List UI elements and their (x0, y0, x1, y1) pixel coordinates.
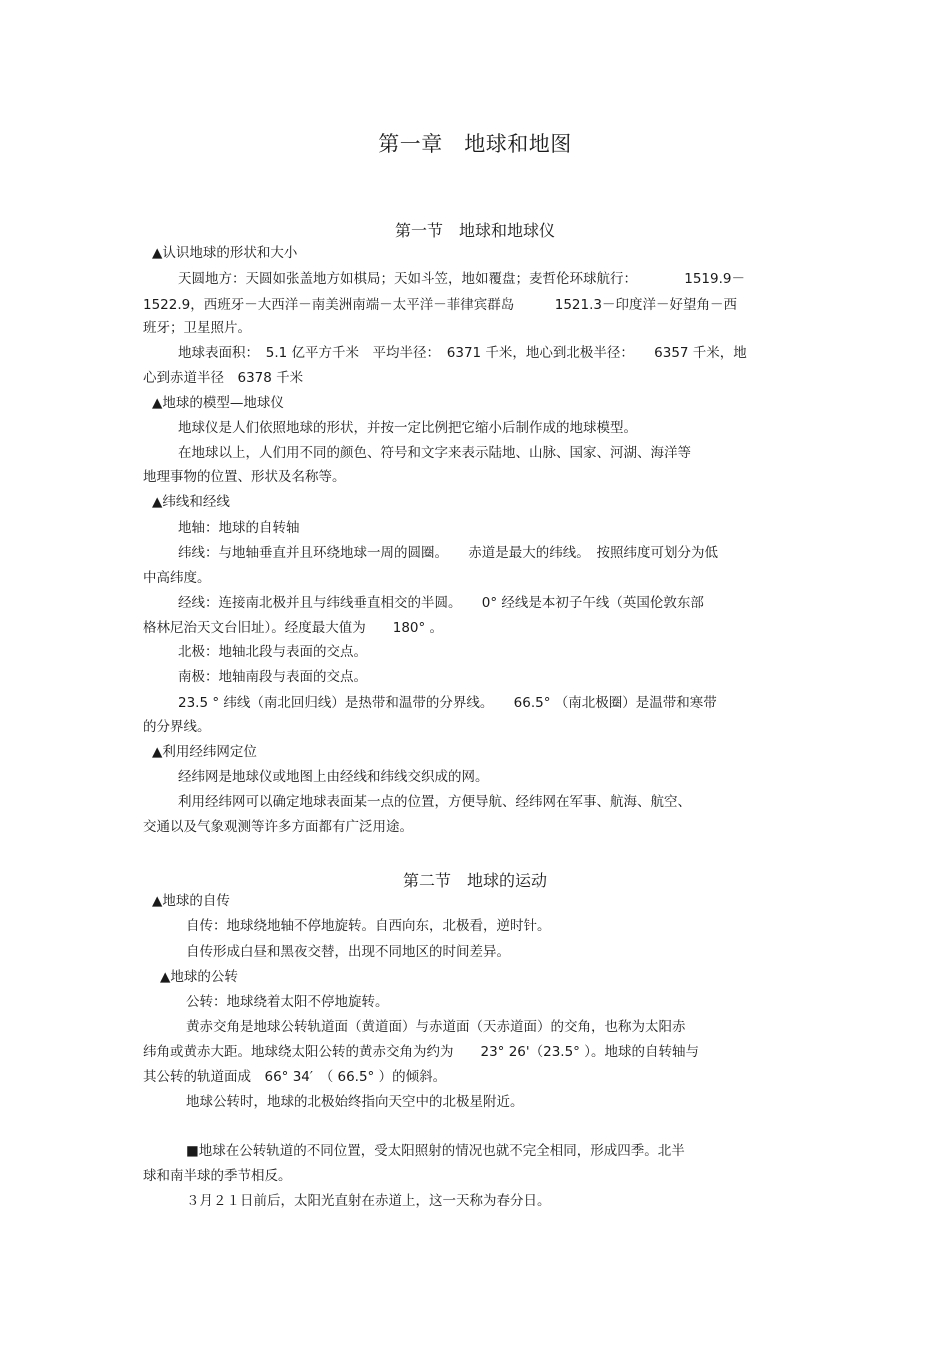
subsection-heading: ▲地球的模型—地球仪 (152, 395, 284, 411)
text-line: 公转：地球绕着太阳不停地旋转。 (186, 994, 389, 1010)
chapter-title: 第一章 地球和地图 (378, 132, 572, 156)
subsection-heading: ▲利用经纬网定位 (152, 744, 257, 760)
text-line: 地理事物的位置、形状及名称等。 (143, 469, 346, 485)
text-line: 北极：地轴北段与表面的交点。 (178, 644, 367, 660)
text-line: 天圆地方：天圆如张盖地方如棋局；天如斗笠，地如覆盘；麦哲伦环球航行： 1519.9－ (178, 271, 745, 287)
text-line: 在地球以上，人们用不同的颜色、符号和文字来表示陆地、山脉、国家、河湖、海洋等 (178, 445, 691, 461)
text-line: 交通以及气象观测等许多方面都有广泛用途。 (143, 819, 413, 835)
text-line: 23.5 ° 纬线（南北回归线）是热带和温带的分界线。 66.5° （南北极圈）是温带和寒带 (178, 695, 717, 711)
section-title: 第一节 地球和地球仪 (394, 221, 555, 240)
text-line: 班牙；卫星照片。 (143, 320, 251, 336)
subsection-heading: ▲纬线和经线 (152, 494, 230, 510)
section-title: 第二节 地球的运动 (402, 871, 547, 890)
text-line: 地球表面积： 5.1 亿平方千米 平均半径： 6371 千米，地心到北极半径： 6357 千米，地 (178, 345, 747, 361)
text-line: 自传：地球绕地轴不停地旋转。自西向东，北极看，逆时针。 (186, 918, 551, 934)
text-line: 利用经纬网可以确定地球表面某一点的位置，方便导航、经纬网在军事、航海、航空、 (178, 794, 691, 810)
text-line: 南极：地轴南段与表面的交点。 (178, 669, 367, 685)
text-line: 地球仪是人们依照地球的形状，并按一定比例把它缩小后制作成的地球模型。 (178, 420, 637, 436)
text-line: 1522.9，西班牙－大西洋－南美洲南端－太平洋－菲律宾群岛 1521.3－印度洋－好望角－西 (143, 297, 737, 313)
text-line: 心到赤道半径 6378 千米 (143, 370, 304, 386)
text-line: 球和南半球的季节相反。 (143, 1168, 292, 1184)
text-line: ３月２１日前后，太阳光直射在赤道上，这一天称为春分日。 (186, 1193, 551, 1209)
text-line: 地轴：地球的自转轴 (178, 520, 300, 536)
text-line: 的分界线。 (143, 719, 211, 735)
text-line: 纬线：与地轴垂直并且环绕地球一周的圆圈。 赤道是最大的纬线。 按照纬度可划分为低 (178, 545, 718, 561)
subsection-heading: ▲地球的公转 (160, 969, 238, 985)
text-line: 经纬网是地球仪或地图上由经线和纬线交织成的网。 (178, 769, 489, 785)
text-line: 其公转的轨道面成 66° 34′ （ 66.5° ）的倾斜。 (143, 1069, 447, 1085)
subsection-heading: ▲认识地球的形状和大小 (152, 245, 298, 261)
text-line: 黄赤交角是地球公转轨道面（黄道面）与赤道面（天赤道面）的交角，也称为太阳赤 (186, 1019, 686, 1035)
text-line: 纬角或黄赤大距。地球绕太阳公转的黄赤交角为约为 23° 26'（23.5° ）。地球的自转轴与 (143, 1044, 699, 1060)
text-line: 自传形成白昼和黑夜交替，出现不同地区的时间差异。 (186, 944, 510, 960)
text-line: 格林尼治天文台旧址）。经度最大值为 180° 。 (143, 620, 444, 636)
text-line: ■地球在公转轨道的不同位置，受太阳照射的情况也就不完全相同，形成四季。北半 (186, 1143, 685, 1159)
text-line: 中高纬度。 (143, 570, 211, 586)
subsection-heading: ▲地球的自传 (152, 893, 230, 909)
text-line: 经线：连接南北极并且与纬线垂直相交的半圆。 0° 经线是本初子午线（英国伦敦东部 (178, 595, 704, 611)
text-line: 地球公转时，地球的北极始终指向天空中的北极星附近。 (186, 1094, 524, 1110)
